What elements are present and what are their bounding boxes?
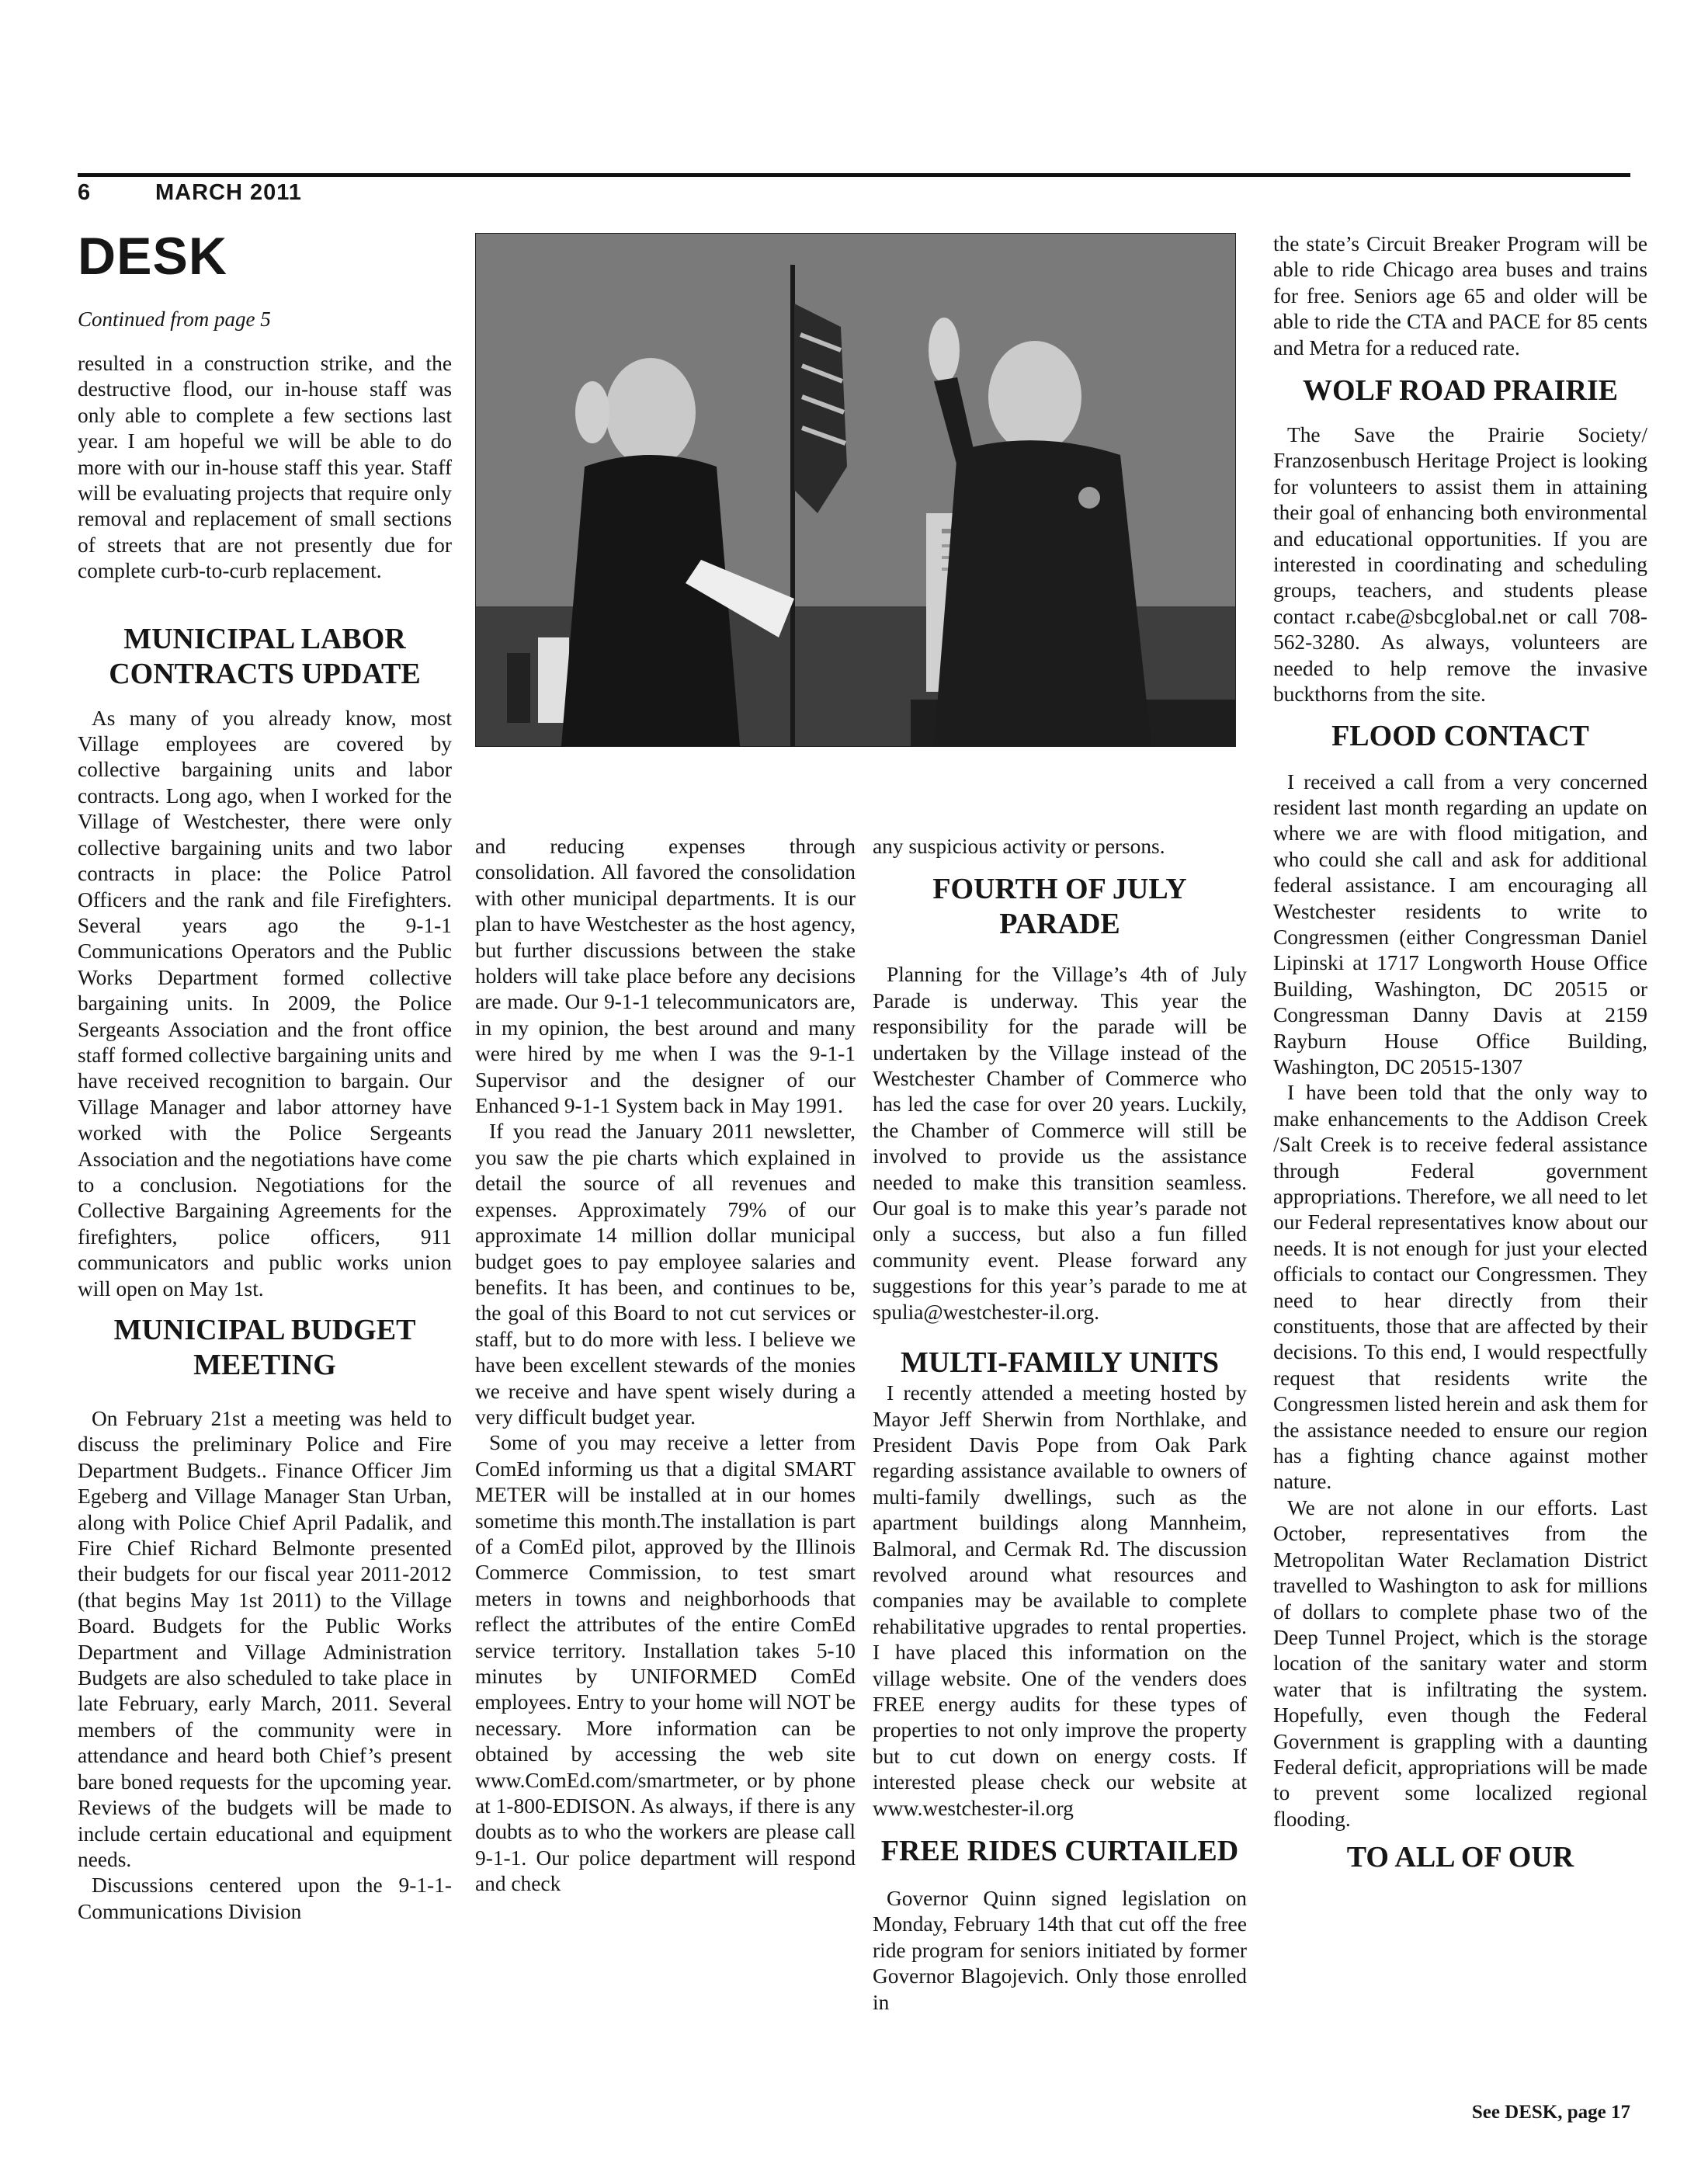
badge — [1078, 487, 1100, 509]
header-rule — [78, 173, 1630, 177]
prairie-paragraph: The Save the Prairie Society/ Franzosenbusch Heritage Project is looking for volunteers to assist them in attaining their goal of enhancing both environmental and educational opportunities. If you are interested in coordinating and scheduling groups, teachers, and students please contact r.cabe@sbcglobal.net or call 708-562-3280. As always, volunteers are needed to help remove the invasive buckthorns from the site. — [1273, 423, 1647, 707]
column-2 — [475, 834, 856, 1898]
column-1 — [78, 351, 452, 1925]
page-folio — [78, 180, 302, 206]
budget-paragraph-1: On February 21st a meeting was held to discuss the preliminary Police and Fire Department Budgets.. Finance Officer Jim Egeberg and Village Manager Stan Urban, along with Police Chief April Padalik, and Fire Chief Richard Belmonte presented their budgets for our fiscal year 2011-2012 (that begins May 1st 2011) to the Village Board. Budgets for the Public Works Department and Village Administration Budgets are also scheduled to take place in late February, early March, 2011. Several members of the community were in attendance and heard both Chief’s present bare boned requests for the upcoming year. Reviews of the budgets will be made to include certain educational and equipment needs. — [78, 1407, 452, 1871]
prairie-heading: WOLF ROAD PRAIRIE — [1302, 374, 1619, 408]
budget-heading: MUNICIPAL BUDGET MEETING — [113, 1314, 416, 1381]
flood-paragraph-1: I received a call from a very concerned resident last month regarding an update on where we are with flood mitigation, and who could she call and ask for additional federal assistance. I am encouraging all Westchester residents to write to Congressmen (either Congressman Daniel Lipinski at 1717 Longworth House Office Building, Washington, DC 20515 or Congressman Danny Davis at 2159 Rayburn House Office Building, Washington, DC 20515-1307 — [1273, 769, 1647, 1078]
flood-paragraph-2: I have been told that the only way to make enhancements to the Addison Creek /Salt Creek is to receive federal assistance through Federal government appropriations. Therefore, we all need to let our Federal representatives know about our needs. It is not enough for just your elected officials to contact our Congressmen. They need to hear directly from their constituents, those that are affected by their decisions. To this end, I would respectfully request that residents write the Congressmen listed herein and ask them for the assistance needed to ensure our region has a fighting chance against mother nature. — [1273, 1081, 1647, 1494]
right-man-body — [934, 440, 1151, 746]
see-desk-jump: See DESK, page 17 — [1471, 2102, 1630, 2123]
section-title: DESK — [78, 227, 227, 286]
col2-paragraph-3: Some of you may receive a letter from ComEd informing us that a digital SMART METER will be installed at in our homes sometime this month.The installation is part of a ComEd pilot, approved by the Illinois Commerce Commission, to test smart meters in towns and neighborhoods that reflect the attributes of the entire ComEd service territory. Installation takes 5-10 minutes by UNIFORMED ComEd employees. Entry to your home will NOT be necessary. More information can be obtained by accessing the web site www.ComEd.com/smartmeter, or by phone at 1-800-EDISON. As always, if there is any doubts as to who the workers are please call 9-1-1. Our police department will respond and check — [475, 1431, 856, 1896]
left-man-head — [606, 358, 696, 467]
free-rides-paragraph: Governor Quinn signed legislation on Monday, February 14th that cut off the free ride program for seniors initiated by former Governor Blagojevich. Only those enrolled in — [873, 1887, 1247, 2014]
free-rides-heading: FREE RIDES CURTAILED — [880, 1835, 1239, 1867]
col2-paragraph-1: and reducing expenses through consolidation. All favored the consolidation with other municipal departments. It is our plan to have Westchester as the host agency, but further discussions between the stake holders will take place before any decisions are made. Our 9-1-1 telecommunicators are, in my opinion, the best around and many were hired by me when I was the 9-1-1 Supervisor and the designer of our Enhanced 9-1-1 System back in May 1991. — [475, 835, 856, 1118]
issue-date: MARCH 2011 — [155, 180, 302, 205]
labor-heading: MUNICIPAL LABOR CONTRACTS UPDATE — [109, 622, 421, 690]
right-man-head — [988, 341, 1081, 453]
intro-paragraph: resulted in a construction strike, and the destructive flood, our in-house staff was only able to complete a few sections last year. I am hopeful we will be able to do more with our in-house staff this year. Staff will be evaluating projects that require only removal and replacement of small sections of streets that are not presently due for complete curb-to-curb replacement. — [78, 352, 452, 583]
swearing-in-photo — [475, 233, 1236, 747]
continued-note: Continued from page 5 — [78, 307, 271, 331]
parade-heading: FOURTH OF JULY PARADE — [932, 873, 1187, 941]
page-number: 6 — [78, 180, 92, 205]
column-3 — [873, 834, 1247, 2016]
budget-paragraph-2: Discussions centered upon the 9-1-1- Communications Division — [78, 1874, 452, 1923]
col2-paragraph-2: If you read the January 2011 newsletter, you saw the pie charts which explained in detail the source of all revenues and expenses. Approximately 79% of our approximate 14 million dollar municipal budget goes to pay employee salaries and benefits. It has been, and continues to be, the goal of this Board to not cut services or staff, but to do more with less. I believe we have been excellent stewards of the monies we receive and have spent wisely during a very difficult budget year. — [475, 1120, 856, 1429]
to-all-heading: TO ALL OF OUR — [1346, 1841, 1574, 1874]
col3-paragraph-0: any suspicious activity or persons. — [873, 835, 1165, 858]
parade-paragraph: Planning for the Village’s 4th of July Parade is underway. This year the responsibility for the parade will be undertaken by the Village instead of the Westchester Chamber of Commerce who has led the case for over 20 years. Luckily, the Chamber of Commerce will still be involved to provide us the assistance needed to make this transition seamless. Our goal is to make this year’s parade not only a success, but also a fun filled community event. Please forward any suggestions for this year’s parade to me at spulia@westchester-il.org. — [873, 963, 1247, 1324]
left-man-body — [561, 455, 740, 746]
column-4 — [1273, 231, 1647, 1875]
labor-paragraph: As many of you already know, most Village employees are covered by collective bargaining units and labor contracts. Long ago, when I worked for the Village of Westchester, there were only collective bargaining units and two labor contracts in place: the Police Patrol Officers and the rank and file Firefighters. Several years ago the 9-1-1 Communications Operators and the Public Works Department formed collective bargaining units. In 2009, the Police Sergeants Association and the front office staff formed collective bargaining units and have received recognition to bargain. Our Village Manager and labor attorney have worked with the Police Sergeants Association and the negotiations have come to a conclusion. Negotiations for the Collective Bargaining Agreements for the firefighters, police officers, 911 communicators and public works union will open on May 1st. — [78, 706, 452, 1301]
multi-family-heading: MULTI-FAMILY UNITS — [901, 1346, 1219, 1380]
multi-family-paragraph: I recently attended a meeting hosted by Mayor Jeff Sherwin from Northlake, and President Davis Pope from Oak Park regarding assistance available to owners of multi-family dwellings, such as the apartment buildings along Mannheim, Balmoral, and Cermak Rd. The discussion revolved around what resources and companies may be available to complete rehabilitative upgrades to rental properties. I have placed this information on the village website. One of the venders does FREE energy audits for these types of properties to not only improve the property but to cut down on energy costs. If interested please check our website at www.westchester-il.org — [873, 1381, 1247, 1820]
photo-illustration — [476, 234, 1235, 746]
flood-paragraph-3: We are not alone in our efforts. Last October, representatives from the Metropolitan Water Reclamation District travelled to Washington to ask for millions of dollars to complete phase two of the Deep Tunnel Project, which is the storage location of the sanitary water and storm water that is infiltrating the system. Hopefully, even though the Federal Government is grappling with a daunting Federal deficit, appropriations will be made to prevent some localized regional flooding. — [1273, 1495, 1647, 1831]
flood-heading: FLOOD CONTACT — [1331, 719, 1589, 752]
col4-paragraph-0: the state’s Circuit Breaker Program will be able to ride Chicago area buses and trains for free. Seniors age 65 and older will be able to ride the CTA and PACE for 85 cents and Metra for a reduced rate. — [1273, 232, 1647, 359]
